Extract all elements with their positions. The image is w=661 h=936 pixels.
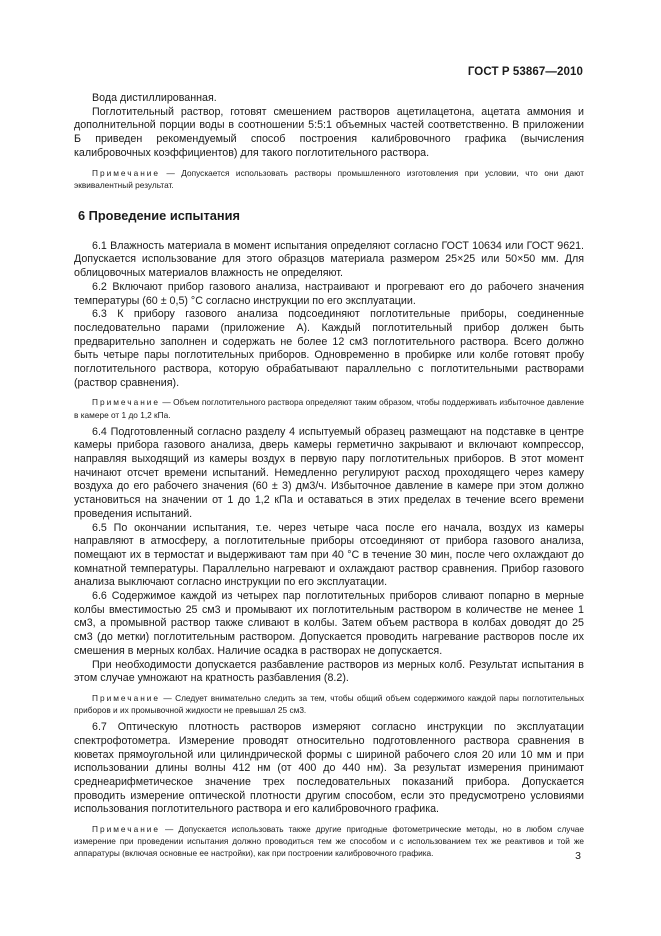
note-label: Примечание (92, 692, 161, 703)
note (74, 823, 584, 859)
document-header: ГОСТ Р 53867—2010 (467, 66, 583, 78)
paragraph-6-2: 6.2 Включают прибор газового анализа, настраивают и прогревают его до рабочего значения температуры (60 ± 0,5) °С согласно инструкции по его эксплуатации. (74, 280, 584, 307)
note-text: — Допускается использовать также другие пригодные фотометрические методы, но в любом случае измерение при проведении испытания должно проводиться тем же способом и с использованием тех же реактивов и той же аппаратуры (включая основные ее настройки), как при построении калибровочного графика. (74, 824, 584, 859)
note (74, 692, 584, 716)
paragraph-6-6: 6.6 Содержимое каждой из четырех пар поглотительных приборов сливают попарно в мерные колбы вместимостью 25 см3 и промывают их поглотительным раствором в количестве не менее 1 см3, а промывной раствор также сливают в колбы. Затем объем раствора в колбах доводят до 25 см3 (до метки) поглотительным раствором. Допускается проводить нагревание растворов после их смешения в мерных колбах. Наличие осадка в растворах не допускается. (74, 590, 584, 657)
note-label: Примечание (92, 397, 161, 408)
paragraph-6-1: 6.1 Влажность материала в момент испытания определяют согласно ГОСТ 10634 или ГОСТ 9621. Допускается использование для этого образцов материала размером 25×25 или 50×50 мм. Для облицовочных материалов влажность не определяют. (74, 239, 584, 280)
document-body (74, 92, 584, 864)
section-title: 6 Проведение испытания (78, 207, 240, 223)
page-number: 3 (575, 850, 581, 862)
paragraph: Поглотительный раствор, готовят смешением растворов ацетилацетона, ацетата аммония и дополнительной порции воды в соотношении 5:5:1 объемных частей соответственно. В приложении Б приведен рекомендуемый способ построения калибровочного графика (вычисления калибровочных коэффициентов) для такого поглотительного раствора. (74, 105, 584, 159)
paragraph: Вода дистиллированная. (92, 92, 217, 104)
note (74, 167, 584, 191)
note-text: — Допускается использовать растворы промышленного изготовления при условии, что они дают эквивалентный результат. (74, 167, 584, 190)
paragraph-6-7: 6.7 Оптическую плотность растворов измеряют согласно инструкции по эксплуатации спектрофотометра. Измерение проводят относительно подготовленного раствора сравнения в кюветах прямоугольной или цилиндрической формы с шириной рабочего слоя 20 или 10 мм и при использовании длины волны 412 нм (от 400 до 440 нм). За результат измерения принимают среднеарифметическое значение трех последовательных показаний прибора. Допускается проводить измерение оптической плотности другим способом, если это предусмотрено условиями использования поглотительного раствора и его калибровочного графика. (74, 721, 584, 816)
note-text: — Следует внимательно следить за тем, чтобы общий объем содержимого каждой пары поглотительных приборов и их промывочной жидкости не превышал 25 см3. (74, 692, 584, 716)
paragraph-6-4: 6.4 Подготовленный согласно разделу 4 испытуемый образец размещают на подставке в центре камеры прибора газового анализа, дверь камеры герметично закрывают и включают компрессор, направляя выходящий из камеры воздух в первую пару поглотительных приборов. В этот момент начинают отсчет времени испытаний. Немедленно регулируют расход проходящего через камеру воздуха до его рабочего значения (60 ± 3) дм3/ч. Избыточное давление в камере при этом должно установиться на значении от 1 до 1,2 кПа и оставаться в этих пределах в течение всего времени проведения испытаний. (74, 425, 584, 520)
note-text: — Объем поглотительного раствора определяют таким образом, чтобы поддерживать избыточное давление в камере от 1 до 1,2 кПа. (74, 397, 584, 420)
note-label: Примечание (92, 167, 161, 178)
paragraph-6-5: 6.5 По окончании испытания, т.е. через четыре часа после его начала, воздух из камеры направляют в атмосферу, а поглотительные приборы отсоединяют от прибора газового анализа, помещают их в термостат и выдерживают там при 40 °С в течение 30 мин, после чего охлаждают до комнатной температуры. Параллельно нагревают и охлаждают раствор сравнения. Прибор газового анализа выключают согласно инструкции по его эксплуатации. (74, 521, 584, 589)
note-label: Примечание (92, 824, 161, 835)
paragraph-6-6b: При необходимости допускается разбавление растворов из мерных колб. Результат испытания в этом случае умножают на кратность разбавления (8.2). (74, 658, 584, 685)
paragraph-6-3: 6.3 К прибору газового анализа подсоединяют поглотительные приборы, соединенные последовательно парами (приложение А). Каждый поглотительный прибор должен быть предварительно заполнен и содержать не более 12 см3 поглотительного раствора. Всего должно быть четыре пары поглотительных приборов. Одновременно в пробирке или колбе готовят пробу поглотительного раствора, которую обрабатывают параллельно с поглотительными растворами (раствор сравнения). (74, 308, 584, 389)
note (74, 396, 584, 420)
